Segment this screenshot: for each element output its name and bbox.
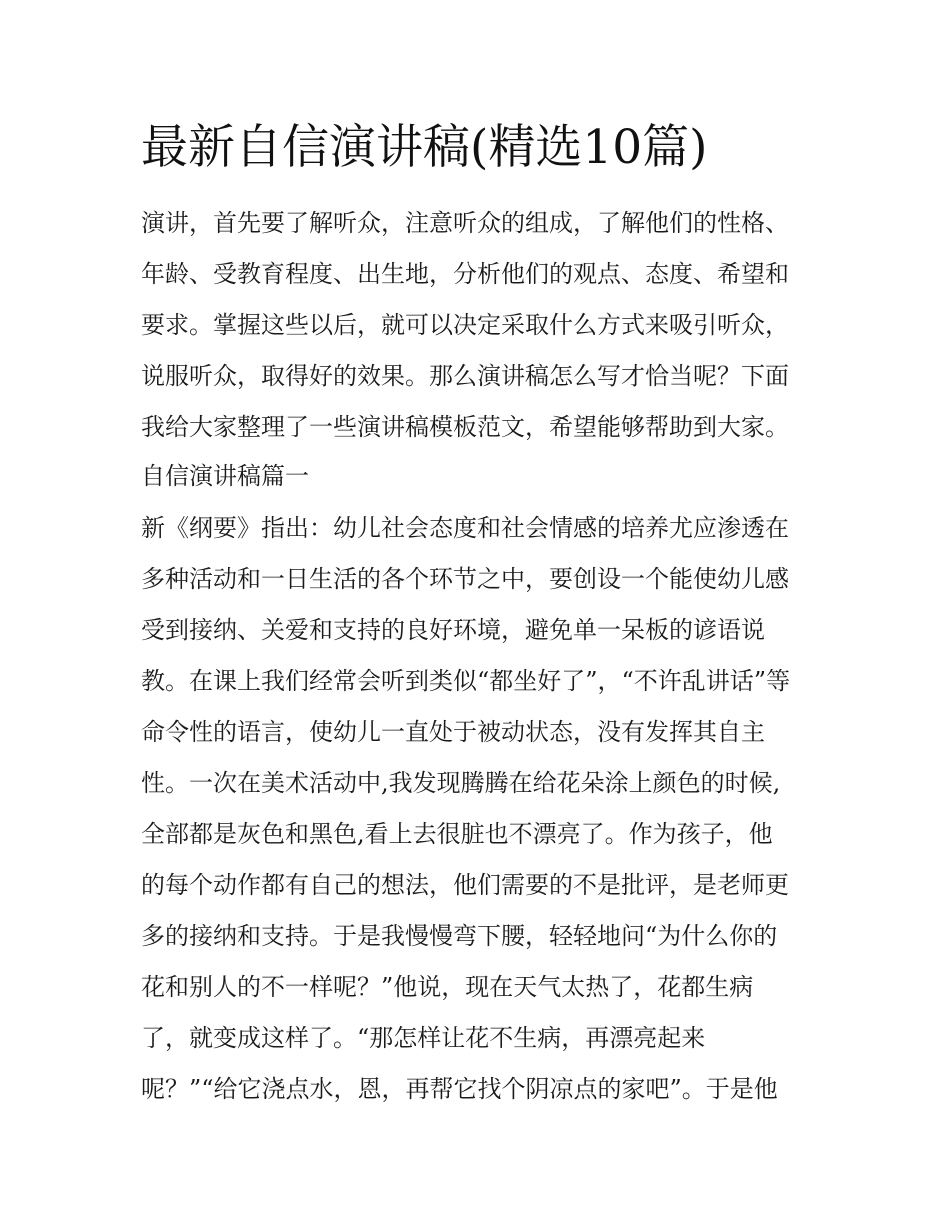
text-line: 我给大家整理了一些演讲稿模板范文，希望能够帮助到大家。	[141, 413, 789, 441]
text-line: 年龄、受教育程度、出生地，分析他们的观点、态度、希望和	[141, 260, 789, 288]
text-line: 呢？”“给它浇点水，恩，再帮它找个阴凉点的家吧”。于是他	[141, 1075, 778, 1103]
text-line: 性。一次在美术活动中,我发现腾腾在给花朵涂上颜色的时候,	[141, 769, 781, 797]
text-line: 的每个动作都有自己的想法，他们需要的不是批评，是老师更	[141, 871, 789, 899]
text-line: 了，就变成这样了。“那怎样让花不生病，再漂亮起来	[141, 1024, 706, 1052]
text-line: 命令性的语言，使幼儿一直处于被动状态，没有发挥其自主	[141, 718, 765, 746]
section-heading: 自信演讲稿篇一	[141, 462, 309, 490]
text-line: 要求。掌握这些以后，就可以决定采取什么方式来吸引听众，	[141, 311, 789, 339]
text-line: 多的接纳和支持。于是我慢慢弯下腰，轻轻地问“为什么你的	[141, 922, 778, 950]
text-line: 新《纲要》指出：幼儿社会态度和社会情感的培养尤应渗透在	[141, 514, 789, 542]
text-line: 教。在课上我们经常会听到类似“都坐好了”，“不许乱讲话”等	[141, 667, 791, 695]
document-title: 最新自信演讲稿(精选10篇)	[141, 120, 708, 175]
text-line: 说服听众，取得好的效果。那么演讲稿怎么写才恰当呢？下面	[141, 362, 789, 390]
text-line: 演讲，首先要了解听众，注意听众的组成，了解他们的性格、	[141, 209, 789, 237]
text-line: 受到接纳、关爱和支持的良好环境，避免单一呆板的谚语说	[141, 616, 765, 644]
text-line: 全部都是灰色和黑色,看上去很脏也不漂亮了。作为孩子，他	[141, 820, 773, 848]
text-line: 花和别人的不一样呢？”他说，现在天气太热了，花都生病	[141, 973, 754, 1001]
text-line: 多种活动和一日生活的各个环节之中，要创设一个能使幼儿感	[141, 565, 789, 593]
